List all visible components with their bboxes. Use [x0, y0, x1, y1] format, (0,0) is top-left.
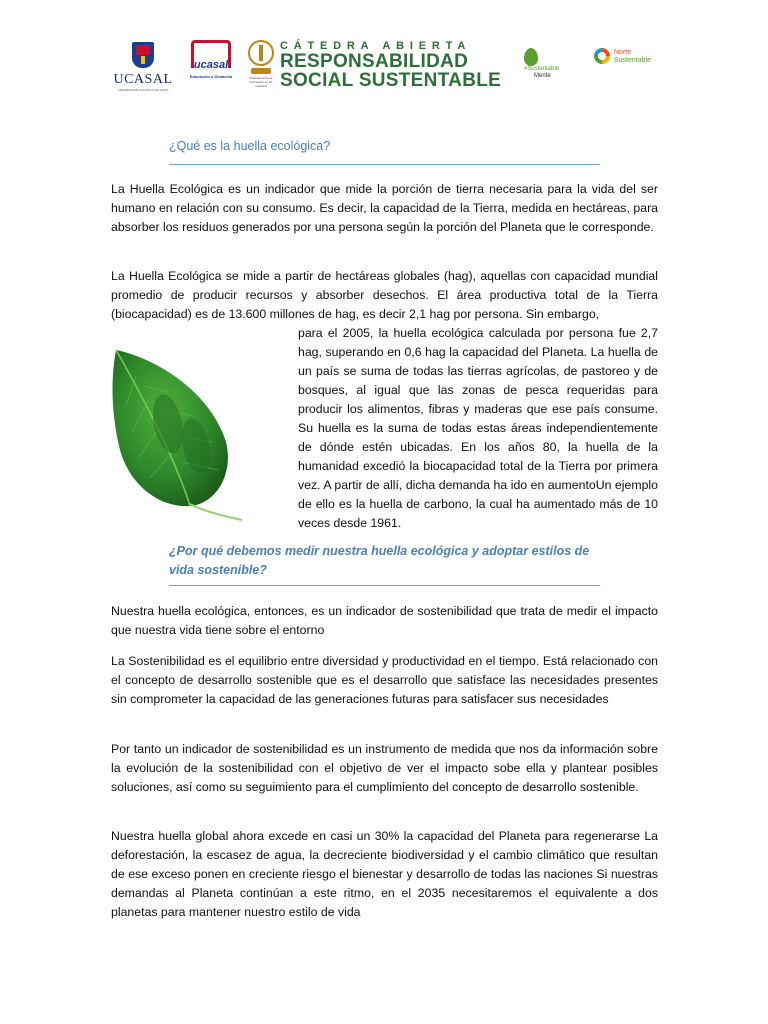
faith-department-subtext: Departamento de Formación en Fe Cristiana — [249, 76, 273, 88]
section2-paragraph1: Nuestra huella ecológica, entonces, es un indicador de sostenibilidad que trata de medir el impacto que nuestra vida tiene sobre el entorno — [111, 604, 658, 637]
norte-ring-icon — [594, 48, 610, 64]
section1-divider — [169, 164, 600, 165]
faith-department-logo — [244, 40, 278, 96]
section2-paragraph2: La Sostenibilidad es el equilibrio entre diversidad y productividad en el tiempo. Está relacionado con el concepto de desarrollo sostenible que es el desarrollo que satisface las necesidades presentes sin comprometer la capacidad de las generaciones futuras para satisfacer sus necesidades — [111, 654, 658, 706]
seal-base-icon — [251, 68, 271, 74]
sustentable-mente-line2: Mente — [534, 73, 551, 79]
section2-heading-line2: vida sostenible? — [169, 563, 267, 577]
ucasal-shield-icon — [132, 42, 154, 68]
sustentable-mente-line1: #Sustentable — [524, 66, 560, 72]
norte-sustentable-line1: Norte — [614, 49, 632, 56]
norte-sustentable-logo — [594, 48, 664, 88]
ucasal-distance-logo-text: ucasal — [193, 59, 229, 71]
ucasal-logo-subtext: UNIVERSIDAD CATOLICA DE SALTA — [117, 88, 169, 92]
section2-heading — [169, 542, 609, 580]
norte-sustentable-line2: Sustentable — [614, 57, 651, 64]
section1-paragraph1: La Huella Ecológica es un indicador que mide la porción de tierra necesaria para la vida del ser humano en relación con su consumo. Es decir, la capacidad de la Tierra, medida en hectáreas, para absorber los residuos generados por una persona según la porción del Planeta que le corresponde. — [111, 182, 658, 234]
section1-paragraph2-wrap: para el 2005, la huella ecológica calculada por persona fue 2,7 hag, superando en 0,6 hag la capacidad del Planeta. La huella de un país se suma de todas las tierras agrícolas, de pastoreo y de bosques, al igual que las zonas de pesca requeridas para producir los alimentos, fibras y maderas que ese país consume. Su huella es la suma de todas estas áreas independientemente de dónde estén ubicadas. En los años 80, la huella de la humanidad excedió la biocapacidad total de la Tierra por primera vez. A partir de allí, dicha demanda ha ido en aumentoUn ejemplo de ello es la huella de carbono, la cual ha aumentado más de 10 veces desde 1961. — [298, 326, 658, 530]
catedra-title-line3: SOCIAL SUSTENTABLE — [280, 70, 502, 91]
ucasal-distance-logo — [188, 40, 234, 96]
sustentable-mente-logo — [522, 46, 582, 92]
section2-paragraph3: Por tanto un indicador de sostenibilidad es un instrumento de medida que nos da información sobre la evolución de la sostenibilidad con el objetivo de ver el impacto sobe ella y plantear posibles soluciones, así como su seguimiento para el cumplimiento del concepto de desarrollo sostenible. — [111, 742, 658, 794]
cross-seal-icon — [248, 40, 274, 66]
catedra-title — [280, 40, 520, 90]
ucasal-distance-logo-subtext: Educación a Distancia — [189, 74, 233, 79]
catedra-title-line2: RESPONSABILIDAD — [280, 51, 469, 72]
section2-heading-line1: ¿Por qué debemos medir nuestra huella ecológica y adoptar estilos de — [169, 544, 590, 558]
header-logos — [108, 38, 668, 98]
ucasal-logo — [108, 42, 178, 94]
leaf-footprint-image — [108, 346, 248, 524]
section2-divider — [169, 585, 600, 586]
section1-paragraph2-top: La Huella Ecológica se mide a partir de hectáreas globales (hag), aquellas con capacidad mundial promedio de producir recursos y absorber desechos. El área productiva total de la Tierra (biocapacidad) es de 13.600 millones de hag, es decir 2,1 hag por persona. Sin embargo, — [111, 269, 658, 321]
section1-heading: ¿Qué es la huella ecológica? — [169, 139, 331, 153]
section2-paragraph4: Nuestra huella global ahora excede en casi un 30% la capacidad del Planeta para regenerarse La deforestación, la escasez de agua, la decreciente biodiversidad y el cambio climático que resultan de ese exceso ponen en creciente riesgo el bienestar y desarrollo de todas las naciones Si nuestras demandas al Planeta continúan a este ritmo, en el 2035 necesitaremos el equivalente a dos planetas para mantener nuestro estilo de vida — [111, 829, 658, 919]
ucasal-logo-text: UCASAL — [113, 72, 173, 87]
catedra-title-line1: CÁTEDRA ABIERTA — [280, 40, 472, 52]
head-leaf-icon — [524, 48, 538, 66]
